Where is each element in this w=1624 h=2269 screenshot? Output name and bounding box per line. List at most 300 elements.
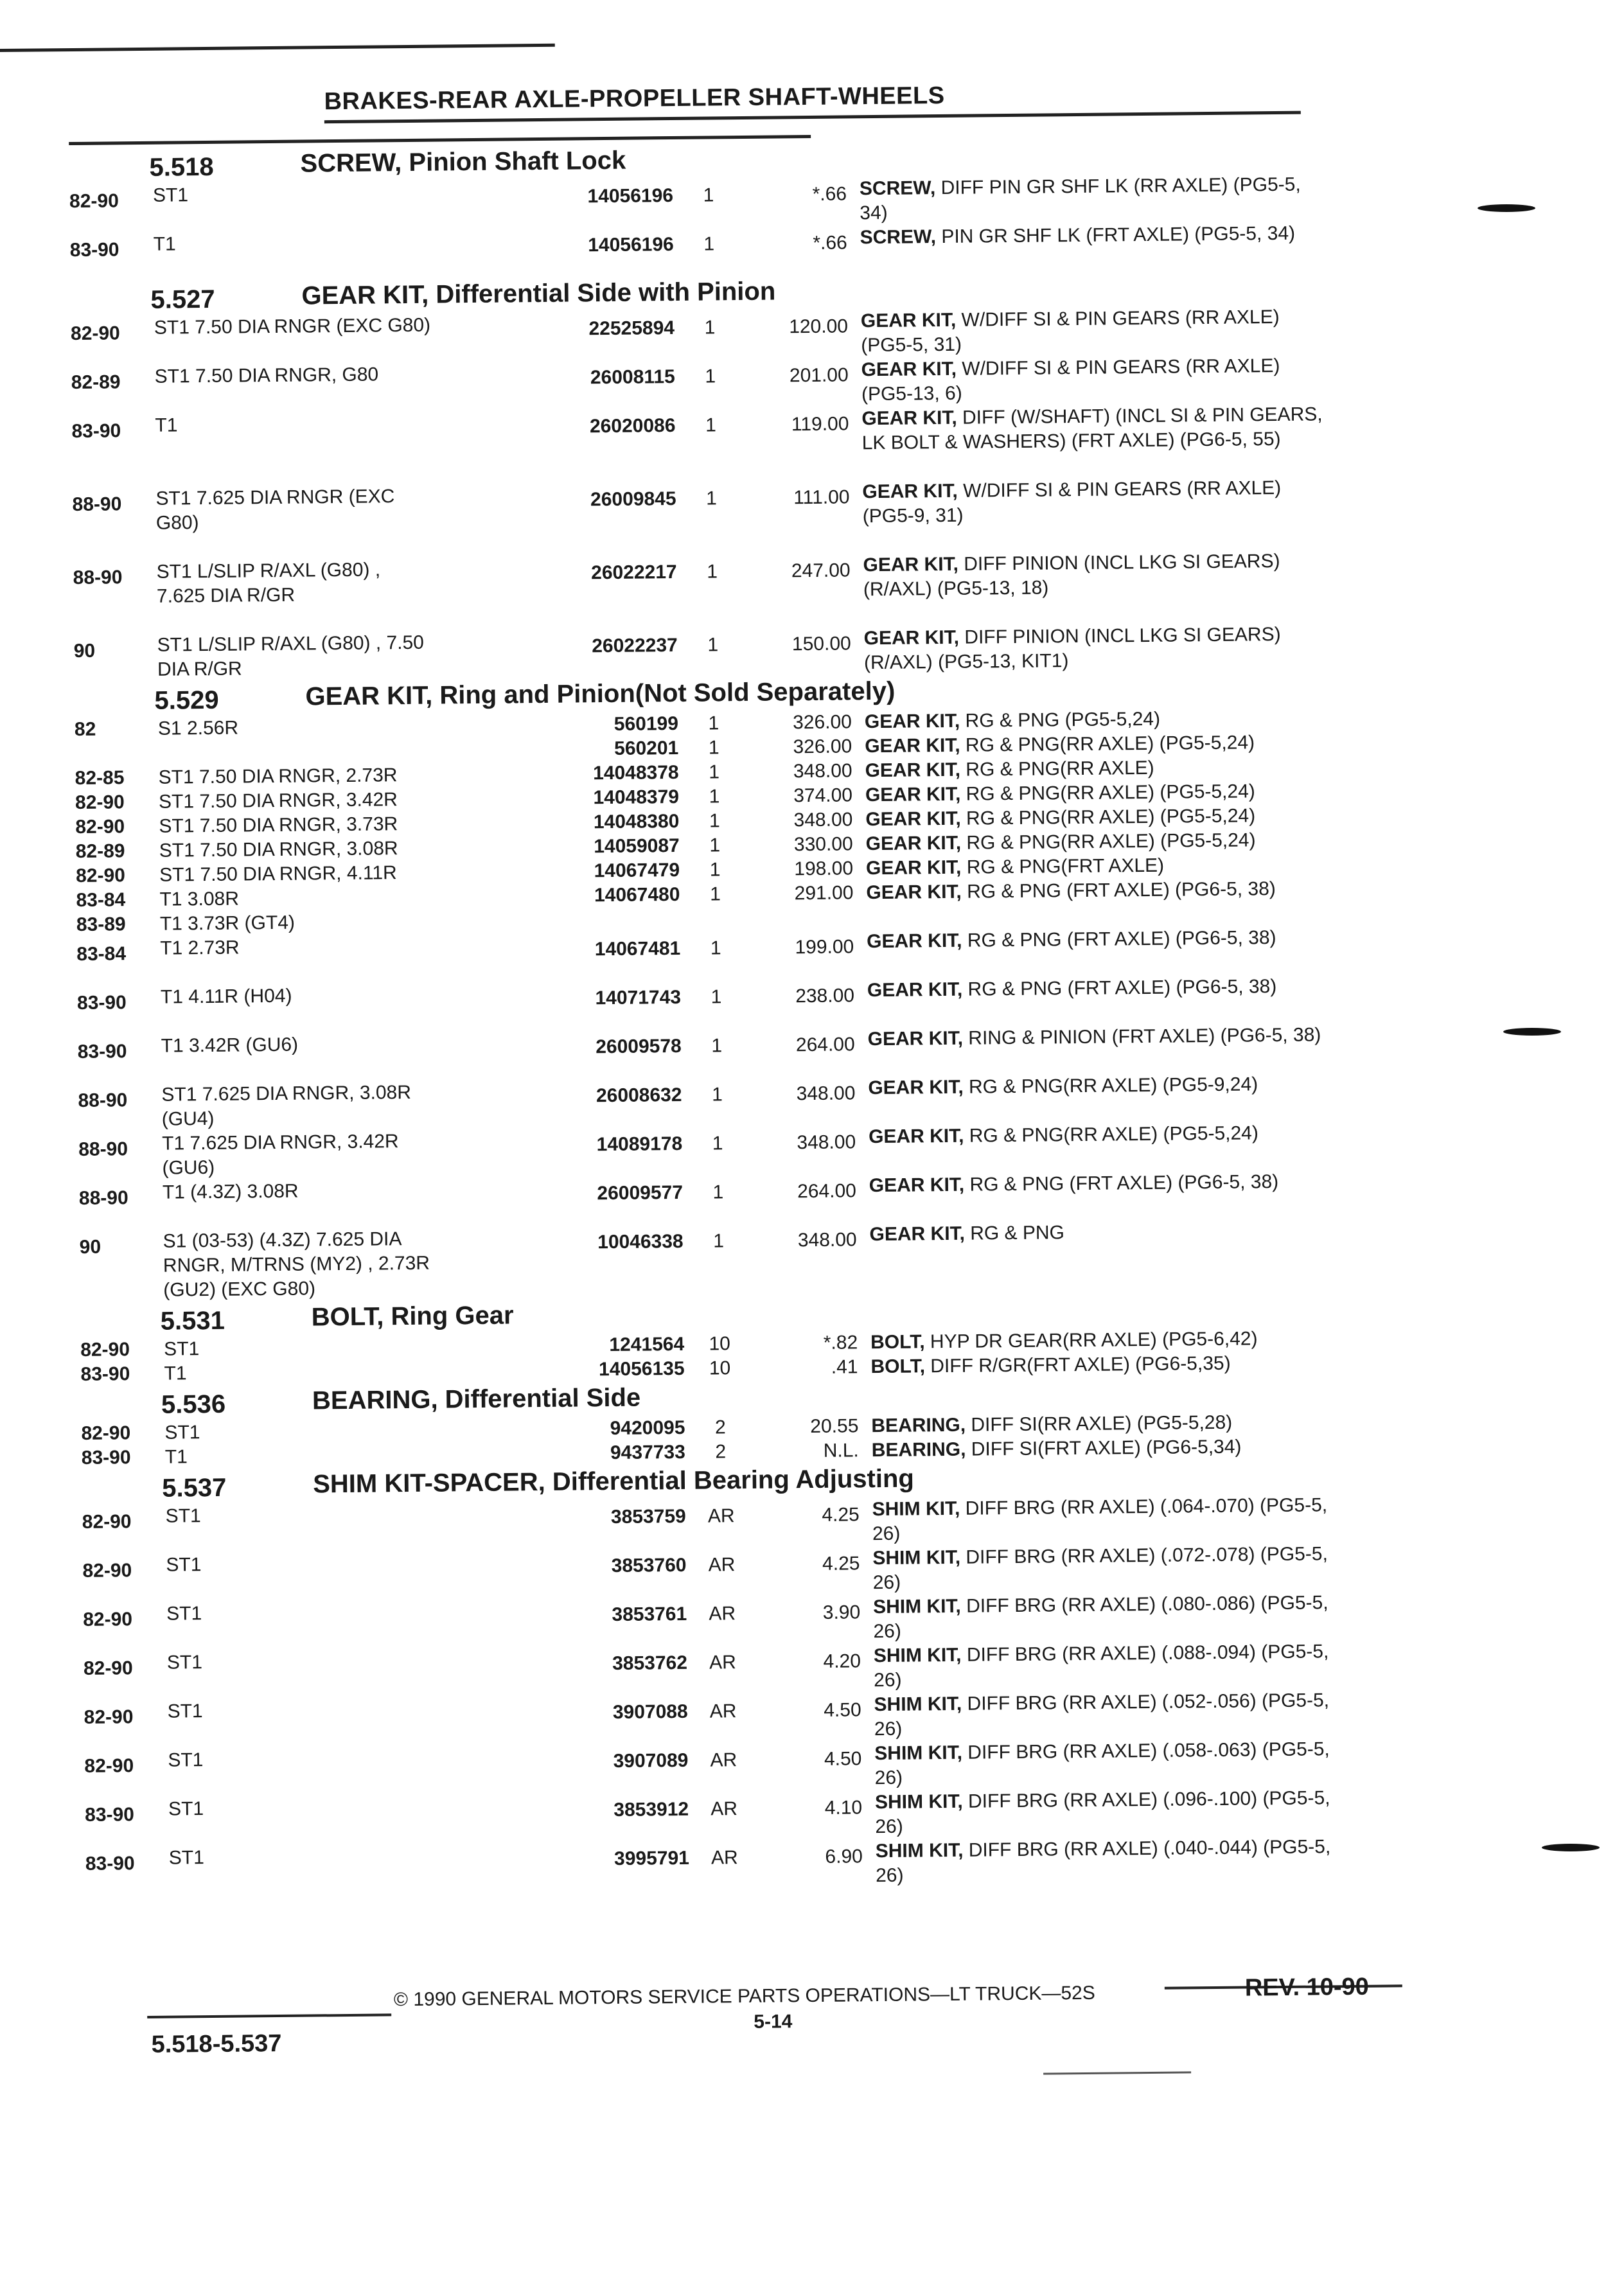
- model-years: 82: [74, 718, 96, 740]
- part-name: SHIM KIT,: [874, 1790, 963, 1814]
- model-years: 88-90: [72, 493, 122, 516]
- part-number: 14048380: [593, 810, 680, 833]
- quantity: 1: [710, 937, 721, 959]
- part-name: BEARING,: [871, 1414, 966, 1437]
- quantity: AR: [710, 1847, 738, 1869]
- part-detail: RG & PNG (PG5-5,24): [960, 708, 1161, 732]
- application: ST1: [168, 1798, 204, 1820]
- part-name: BOLT,: [870, 1355, 926, 1378]
- part-description: [876, 1835, 1339, 1888]
- part-detail: HYP DR GEAR(RR AXLE) (PG5-6,42): [924, 1328, 1258, 1353]
- part-description: [867, 974, 1330, 1003]
- quantity: 1: [707, 561, 718, 583]
- section-title: GEAR KIT, Ring and Pinion(Not Sold Separately): [305, 676, 896, 711]
- price: 6.90: [825, 1846, 863, 1867]
- page-header: BRAKES-REAR AXLE-PROPELLER SHAFT-WHEELS: [324, 82, 945, 116]
- part-name: SCREW,: [859, 177, 936, 200]
- application: ST1: [168, 1749, 204, 1771]
- quantity: AR: [707, 1505, 735, 1527]
- part-number: 3853761: [612, 1603, 687, 1626]
- bottom-scan-line: [1043, 2071, 1191, 2074]
- part-name: GEAR KIT,: [865, 734, 960, 757]
- section-number: 5.531: [160, 1306, 225, 1336]
- application: T1: [155, 414, 178, 436]
- price: 348.00: [797, 1229, 857, 1251]
- quantity: 1: [712, 1133, 723, 1154]
- part-description: [861, 402, 1325, 455]
- application: ST1: [168, 1847, 205, 1869]
- model-years: 90: [79, 1236, 102, 1258]
- part-number: 14089178: [596, 1133, 683, 1156]
- section-range: 5.518-5.537: [151, 2029, 282, 2058]
- model-years: 82-90: [70, 322, 120, 345]
- revision-label: REV. 10-90: [1244, 1973, 1369, 2002]
- part-name: GEAR KIT,: [865, 832, 962, 855]
- part-name: GEAR KIT,: [865, 759, 961, 782]
- quantity: 1: [706, 488, 718, 509]
- part-number: 14071743: [595, 986, 682, 1009]
- page-number: 5-14: [754, 2011, 793, 2033]
- price: 247.00: [791, 560, 851, 582]
- top-rule: [0, 44, 555, 52]
- application: ST1: [166, 1603, 202, 1625]
- model-years: 82-90: [83, 1657, 133, 1679]
- model-years: 82-89: [75, 840, 125, 862]
- part-description: [863, 622, 1327, 675]
- application: T1 2.73R: [160, 937, 240, 959]
- application: T1 3.42R (GU6): [161, 1034, 299, 1057]
- part-detail: DIFF BRG (RR AXLE) (.088-.094) (PG5-5, 26): [874, 1641, 1329, 1691]
- part-detail: RG & PNG(FRT AXLE): [961, 854, 1165, 878]
- application: T1 (4.3Z) 3.08R: [162, 1180, 299, 1203]
- binder-hole-mark: [1542, 1844, 1600, 1851]
- price: *.66: [812, 183, 847, 205]
- quantity: 2: [714, 1417, 726, 1438]
- part-detail: RG & PNG(RR AXLE) (PG5-9,24): [963, 1073, 1258, 1098]
- parts-section: [69, 140, 1355, 282]
- quantity: [693, 906, 738, 907]
- part-description: [868, 1072, 1330, 1100]
- part-name: SHIM KIT,: [875, 1839, 964, 1862]
- price: 326.00: [792, 711, 852, 734]
- model-years: 90: [73, 640, 96, 662]
- part-detail: DIFF BRG (RR AXLE) (.080-.086) (PG5-5, 26): [873, 1592, 1328, 1643]
- quantity: 1: [703, 184, 714, 206]
- model-years: 83-90: [69, 239, 119, 261]
- section-title: BEARING, Differential Side: [312, 1383, 641, 1415]
- parts-section: [82, 1461, 1370, 1896]
- quantity: 1: [708, 712, 719, 734]
- part-number: 26022217: [591, 561, 677, 584]
- quantity: 1: [708, 737, 719, 759]
- price: 111.00: [793, 486, 850, 509]
- part-description: [872, 1434, 1334, 1463]
- part-row: [73, 549, 1358, 634]
- price: 238.00: [795, 985, 855, 1007]
- part-number: 560199: [613, 712, 679, 735]
- section-number: 5.537: [162, 1473, 227, 1503]
- model-years: 88-90: [78, 1187, 128, 1209]
- part-detail: RING & PINION (FRT AXLE) (PG6-5, 38): [962, 1024, 1321, 1049]
- part-number: 560201: [614, 737, 679, 759]
- parts-section: [81, 1377, 1366, 1470]
- part-detail: DIFF BRG (RR AXLE) (.064-.070) (PG5-5, 26): [872, 1494, 1328, 1545]
- part-name: BOLT,: [870, 1331, 925, 1354]
- application: ST1 7.50 DIA RNGR, 3.42R: [158, 789, 398, 813]
- application: S1 2.56R: [157, 717, 239, 739]
- model-years: 83-90: [85, 1853, 135, 1875]
- part-detail: PIN GR SHF LK (FRT AXLE) (PG5-5, 34): [935, 222, 1296, 248]
- part-description: [873, 1591, 1336, 1644]
- model-years: 83-90: [77, 1041, 127, 1063]
- part-number: 14048378: [593, 761, 679, 784]
- part-name: SHIM KIT,: [872, 1595, 961, 1618]
- price: 198.00: [794, 858, 854, 880]
- binder-hole-mark: [1478, 204, 1535, 212]
- section-number: 5.518: [149, 152, 214, 182]
- model-years: 88-90: [78, 1090, 128, 1111]
- part-number: 14048379: [593, 786, 680, 809]
- part-description: [869, 1120, 1331, 1149]
- quantity: AR: [710, 1749, 737, 1771]
- model-years: 82-90: [82, 1511, 132, 1533]
- part-description: [861, 305, 1324, 358]
- part-description: [872, 1493, 1335, 1546]
- section-number: 5.529: [154, 685, 219, 715]
- price: 4.50: [824, 1699, 861, 1721]
- part-detail: RG & PNG (FRT AXLE) (PG6-5, 38): [962, 976, 1277, 1000]
- part-number: 14067479: [594, 859, 680, 882]
- part-name: GEAR KIT,: [861, 407, 957, 430]
- part-number: 26020086: [589, 414, 676, 437]
- application: ST1 7.50 DIA RNGR, 2.73R: [158, 764, 398, 788]
- part-detail: RG & PNG(RR AXLE) (PG5-5,24): [960, 829, 1256, 854]
- part-detail: DIFF SI(RR AXLE) (PG5-5,28): [965, 1411, 1233, 1436]
- section-number: 5.536: [161, 1390, 226, 1419]
- part-detail: DIFF BRG (RR AXLE) (.072-.078) (PG5-5, 26): [872, 1543, 1328, 1594]
- price: 3.90: [822, 1602, 861, 1623]
- application: ST1 7.50 DIA RNGR (EXC G80): [154, 314, 431, 339]
- application: ST1 7.50 DIA RNGR, G80: [154, 364, 379, 387]
- part-name: SHIM KIT,: [872, 1497, 960, 1521]
- price: 4.50: [824, 1748, 862, 1770]
- part-detail: DIFF BRG (RR AXLE) (.052-.056) (PG5-5, 26): [874, 1690, 1330, 1740]
- part-number: 9437733: [610, 1441, 685, 1464]
- price: 120.00: [789, 315, 849, 338]
- part-detail: RG & PNG (FRT AXLE) (PG6-5, 38): [962, 927, 1276, 951]
- part-number: 3853760: [611, 1554, 687, 1577]
- part-name: GEAR KIT,: [864, 710, 960, 733]
- part-detail: RG & PNG(RR AXLE) (PG5-5,24): [964, 1122, 1259, 1147]
- part-row: [72, 475, 1357, 561]
- application: ST1 7.50 DIA RNGR, 4.11R: [159, 862, 397, 886]
- part-detail: RG & PNG(RR AXLE) (PG5-5,24): [960, 732, 1255, 756]
- part-name: SCREW,: [860, 226, 937, 249]
- part-description: [867, 925, 1329, 954]
- parts-section: [70, 272, 1359, 683]
- part-number: 14056196: [587, 185, 674, 207]
- model-years: 83-84: [76, 943, 127, 965]
- model-years: 82-90: [83, 1609, 133, 1630]
- part-number: 14059087: [594, 834, 680, 858]
- application: ST1: [166, 1652, 203, 1673]
- part-detail: DIFF (W/SHAFT) (INCL SI & PIN GEARS, LK BOLT & WASHERS) (FRT AXLE) (PG6-5, 55): [861, 403, 1323, 454]
- parts-section: [80, 1294, 1366, 1387]
- application: ST1 7.625 DIA RNGR (EXC G80): [155, 486, 395, 534]
- application: ST1 7.50 DIA RNGR, 3.73R: [159, 813, 398, 837]
- price: 4.25: [822, 1553, 860, 1575]
- model-years: 82-90: [80, 1339, 130, 1361]
- application: T1: [164, 1363, 187, 1384]
- part-detail: RG & PNG: [964, 1222, 1065, 1244]
- part-number: 14067480: [594, 883, 680, 906]
- binder-hole-mark: [1503, 1028, 1561, 1036]
- part-name: GEAR KIT,: [865, 808, 961, 831]
- part-description: [862, 475, 1325, 529]
- price: 348.00: [796, 1082, 856, 1105]
- application: ST1 7.625 DIA RNGR, 3.08R (GU4): [161, 1081, 412, 1130]
- model-years: 82-90: [84, 1755, 134, 1777]
- model-years: 82-89: [71, 371, 121, 394]
- part-name: GEAR KIT,: [868, 1125, 964, 1148]
- parts-section: [74, 673, 1364, 1303]
- application: T1: [164, 1446, 188, 1468]
- part-name: GEAR KIT,: [869, 1223, 966, 1246]
- model-years: 83-90: [81, 1447, 131, 1469]
- model-years: 82-90: [75, 865, 126, 887]
- model-years: 82-90: [69, 190, 119, 213]
- price: 348.00: [793, 809, 853, 831]
- quantity: 1: [704, 317, 716, 339]
- quantity: 1: [709, 883, 721, 905]
- part-detail: W/DIFF SI & PIN GEARS (RR AXLE) (PG5-5, 31): [861, 306, 1280, 357]
- quantity: 1: [707, 634, 719, 656]
- part-number: 3853759: [610, 1505, 686, 1528]
- part-description: [869, 1169, 1332, 1198]
- application: ST1: [167, 1700, 203, 1722]
- part-detail: W/DIFF SI & PIN GEARS (RR AXLE) (PG5-9, 31): [862, 477, 1282, 527]
- application: ST1 L/SLIP R/AXL (G80) , 7.625 DIA R/GR: [156, 559, 381, 607]
- application: ST1 7.50 DIA RNGR, 3.08R: [159, 838, 398, 861]
- part-name: GEAR KIT,: [867, 1027, 964, 1050]
- quantity: 1: [705, 366, 716, 387]
- part-number: 10046338: [597, 1230, 684, 1253]
- quantity: 1: [709, 761, 720, 783]
- model-years: 83-90: [76, 992, 127, 1014]
- quantity: 1: [712, 1181, 724, 1203]
- price: *.82: [823, 1332, 858, 1354]
- part-number: 3853912: [613, 1798, 689, 1821]
- part-number: 22525894: [588, 317, 675, 340]
- model-years: 83-90: [80, 1363, 130, 1385]
- quantity: 1: [709, 859, 721, 881]
- application: ST1: [164, 1422, 200, 1444]
- parts-list: [69, 137, 1370, 1896]
- price: 326.00: [793, 736, 852, 758]
- part-row: [79, 1218, 1364, 1303]
- model-years: 82-90: [75, 791, 125, 813]
- application: T1 3.73R (GT4): [159, 912, 296, 935]
- quantity: AR: [708, 1554, 736, 1576]
- quantity: 10: [709, 1333, 731, 1355]
- part-detail: DIFF BRG (RR AXLE) (.096-.100) (PG5-5, 26): [875, 1787, 1330, 1838]
- quantity: 1: [711, 1035, 723, 1057]
- application: T1 3.08R: [159, 888, 240, 910]
- part-name: GEAR KIT,: [866, 881, 962, 904]
- part-name: SHIM KIT,: [873, 1644, 962, 1667]
- price: 201.00: [789, 364, 849, 387]
- price: 4.25: [822, 1504, 860, 1526]
- part-number: 3907089: [613, 1749, 689, 1772]
- part-number: 26009577: [597, 1181, 684, 1205]
- price: 348.00: [793, 760, 852, 782]
- quantity: 1: [703, 233, 715, 255]
- part-description: [872, 1542, 1336, 1595]
- part-number: 14056196: [588, 234, 674, 256]
- price: 20.55: [810, 1415, 859, 1438]
- application: ST1: [166, 1554, 202, 1576]
- section-title: SCREW, Pinion Shaft Lock: [300, 146, 626, 178]
- part-detail: RG & PNG (FRT AXLE) (PG6-5, 38): [964, 1171, 1279, 1196]
- part-number: 3853762: [612, 1652, 688, 1675]
- part-description: [870, 1350, 1333, 1379]
- quantity: 1: [713, 1230, 725, 1252]
- quantity: AR: [710, 1798, 738, 1820]
- application: T1 7.625 DIA RNGR, 3.42R (GU6): [161, 1131, 399, 1179]
- price: 4.20: [823, 1650, 861, 1672]
- part-name: GEAR KIT,: [860, 309, 957, 332]
- part-detail: W/DIFF SI & PIN GEARS (RR AXLE) (PG5-13, 6): [861, 355, 1280, 405]
- application: ST1: [164, 1338, 200, 1360]
- part-row: [71, 402, 1357, 488]
- quantity: AR: [709, 1700, 737, 1722]
- quantity: 1: [709, 786, 720, 808]
- application: ST1 L/SLIP R/AXL (G80) , 7.50 DIA R/GR: [157, 631, 425, 680]
- quantity: AR: [709, 1652, 736, 1673]
- model-years: [75, 741, 145, 742]
- part-number: 14067481: [594, 937, 681, 960]
- price: 374.00: [793, 784, 853, 807]
- part-number: 26022237: [592, 634, 678, 657]
- part-detail: DIFF PINION (INCL LKG SI GEARS) (R/AXL) (PG5-13, 18): [863, 550, 1280, 601]
- part-name: GEAR KIT,: [865, 856, 962, 879]
- model-years: 82-90: [75, 816, 125, 838]
- application: ST1: [165, 1505, 201, 1527]
- part-detail: DIFF BRG (RR AXLE) (.058-.063) (PG5-5, 26): [874, 1738, 1330, 1789]
- application: T1 4.11R (H04): [160, 985, 292, 1008]
- price: 199.00: [795, 936, 854, 958]
- model-years: 83-89: [76, 914, 126, 935]
- price: *.66: [813, 232, 847, 254]
- footer-rule-left: [147, 2013, 391, 2018]
- part-description: [869, 1218, 1332, 1247]
- price: 330.00: [793, 833, 853, 856]
- price: 264.00: [795, 1034, 855, 1056]
- part-description: [867, 1023, 1330, 1052]
- quantity: 1: [709, 834, 721, 856]
- part-name: GEAR KIT,: [862, 480, 958, 503]
- part-description: [874, 1688, 1337, 1742]
- part-detail: DIFF PIN GR SHF LK (RR AXLE) (PG5-5, 34): [860, 173, 1301, 224]
- part-name: GEAR KIT,: [863, 626, 960, 649]
- model-years: 82-90: [84, 1706, 134, 1728]
- application: S1 (03-53) (4.3Z) 7.625 DIA RNGR, M/TRNS (MY2) , 2.73R (GU2) (EXC G80): [163, 1228, 430, 1301]
- part-detail: RG & PNG(RR AXLE): [960, 757, 1154, 781]
- part-description: [874, 1737, 1337, 1790]
- part-description: [861, 353, 1324, 407]
- part-number: 26009578: [596, 1035, 682, 1058]
- part-number: 14056135: [598, 1357, 685, 1381]
- part-name: GEAR KIT,: [867, 978, 963, 1002]
- footer-copyright: © 1990 GENERAL MOTORS SERVICE PARTS OPERATIONS—LT TRUCK—52S: [393, 1982, 1095, 2011]
- part-description: [860, 172, 1323, 225]
- quantity: 2: [715, 1441, 727, 1463]
- quantity: 1: [710, 986, 722, 1008]
- price: 291.00: [794, 882, 854, 905]
- part-detail: RG & PNG (FRT AXLE) (PG6-5, 38): [961, 878, 1276, 903]
- model-years: 83-90: [71, 420, 121, 443]
- part-number: 9420095: [610, 1417, 685, 1440]
- part-number: 1241564: [609, 1333, 685, 1356]
- model-years: 83-84: [76, 889, 126, 911]
- price: .41: [831, 1356, 858, 1378]
- part-name: SHIM KIT,: [874, 1742, 963, 1765]
- part-number: 3995791: [613, 1847, 690, 1870]
- part-name: SHIM KIT,: [872, 1546, 961, 1569]
- price: 150.00: [791, 633, 851, 655]
- section-title: GEAR KIT, Differential Side with Pinion: [301, 277, 776, 310]
- part-name: SHIM KIT,: [874, 1693, 962, 1716]
- part-name: GEAR KIT,: [865, 783, 961, 806]
- part-detail: RG & PNG(RR AXLE) (PG5-5,24): [960, 805, 1256, 829]
- quantity: AR: [709, 1603, 736, 1625]
- part-number: 26008632: [596, 1084, 682, 1107]
- quantity: 10: [709, 1357, 731, 1379]
- price: 4.10: [824, 1797, 863, 1819]
- part-name: GEAR KIT,: [861, 358, 957, 381]
- model-years: 82-90: [82, 1560, 132, 1582]
- part-name: GEAR KIT,: [869, 1174, 965, 1197]
- quantity: 1: [711, 1084, 723, 1106]
- application: ST1: [152, 184, 189, 206]
- section-title: SHIM KIT-SPACER, Differential Bearing Adjusting: [313, 1464, 915, 1499]
- part-detail: DIFF BRG (RR AXLE) (.040-.044) (PG5-5, 26): [875, 1836, 1331, 1887]
- part-detail: DIFF SI(FRT AXLE) (PG6-5,34): [966, 1436, 1242, 1460]
- part-detail: RG & PNG(RR AXLE) (PG5-5,24): [960, 781, 1255, 805]
- part-name: BEARING,: [871, 1438, 966, 1461]
- model-years: 88-90: [78, 1138, 128, 1160]
- section-number: 5.527: [150, 285, 215, 314]
- part-detail: DIFF PINION (INCL LKG SI GEARS) (R/AXL) (PG5-13, KIT1): [863, 623, 1281, 674]
- part-description: [874, 1639, 1337, 1693]
- model-years: 82-90: [81, 1422, 131, 1444]
- price: 264.00: [797, 1180, 857, 1203]
- section-title: BOLT, Ring Gear: [311, 1301, 514, 1332]
- part-description: [860, 221, 1322, 250]
- price: 348.00: [797, 1131, 856, 1154]
- model-years: 82-85: [75, 767, 125, 789]
- part-description: [863, 549, 1326, 602]
- price: N.L.: [823, 1440, 859, 1461]
- quantity: 1: [709, 810, 720, 832]
- part-name: GEAR KIT,: [863, 553, 959, 576]
- part-detail: DIFF R/GR(FRT AXLE) (PG6-5,35): [924, 1352, 1231, 1377]
- application: T1: [153, 233, 176, 255]
- part-number: 26009845: [590, 488, 676, 511]
- part-number: 26008115: [590, 366, 675, 389]
- part-number: 3907088: [612, 1700, 688, 1724]
- model-years: 88-90: [73, 567, 123, 589]
